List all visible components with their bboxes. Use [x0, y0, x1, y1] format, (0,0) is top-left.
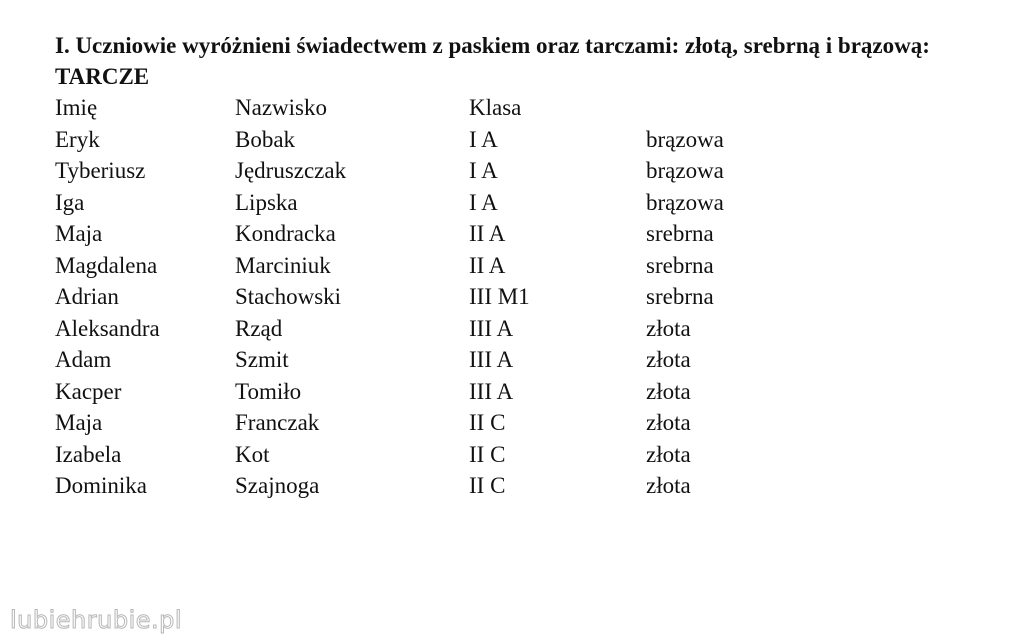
table-row — [55, 470, 846, 502]
first-name-cell: Kacper — [55, 378, 122, 404]
award-cell: brązowa — [646, 189, 724, 215]
award-cell: srebrna — [646, 284, 714, 309]
class-cell: II C — [469, 441, 506, 467]
table-row — [55, 407, 846, 439]
table-row — [55, 313, 846, 345]
table-row — [55, 250, 846, 282]
class-cell: III A — [469, 315, 514, 341]
table-row — [55, 155, 846, 187]
section-title: TARCZE — [55, 64, 150, 89]
first-name-cell: Maja — [55, 410, 103, 435]
last-name-cell: Szmit — [235, 347, 289, 372]
last-name-cell: Marciniuk — [235, 252, 331, 278]
first-name-cell: Aleksandra — [55, 315, 160, 341]
table-header-row — [55, 92, 846, 124]
first-name-cell: Eryk — [55, 126, 100, 152]
last-name-cell: Lipska — [235, 189, 298, 215]
award-cell: srebrna — [646, 221, 714, 246]
column-header-last-name: Nazwisko — [235, 95, 327, 120]
last-name-cell: Bobak — [235, 126, 296, 152]
class-cell: I A — [469, 189, 498, 215]
table-row — [55, 344, 846, 376]
table-row — [55, 281, 846, 313]
column-header-first-name: Imię — [55, 95, 98, 120]
class-cell: III M1 — [469, 284, 530, 309]
first-name-cell: Dominika — [55, 473, 147, 498]
first-name-cell: Magdalena — [55, 252, 158, 278]
award-cell: złota — [646, 347, 691, 372]
award-cell: srebrna — [646, 252, 714, 278]
first-name-cell: Izabela — [55, 441, 122, 467]
class-cell: II C — [469, 410, 506, 435]
first-name-cell: Tyberiusz — [55, 158, 146, 183]
table-body — [55, 124, 846, 502]
last-name-cell: Kondracka — [235, 221, 336, 246]
award-cell: złota — [646, 378, 691, 404]
document-heading: I. Uczniowie wyróżnieni świadectwem z paskiem oraz tarczami: złotą, srebrną i brązową: — [55, 33, 930, 58]
class-cell: II A — [469, 252, 506, 278]
table-row — [55, 439, 846, 471]
first-name-cell: Adam — [55, 347, 112, 372]
column-header-award — [646, 92, 846, 124]
class-cell: I A — [469, 158, 498, 183]
award-cell: brązowa — [646, 158, 724, 183]
class-cell: III A — [469, 378, 514, 404]
awards-table — [55, 92, 846, 502]
last-name-cell: Franczak — [235, 410, 320, 435]
class-cell: III A — [469, 347, 514, 372]
table-row — [55, 124, 846, 156]
class-cell: II C — [469, 473, 506, 498]
last-name-cell: Tomiło — [235, 378, 302, 404]
class-cell: I A — [469, 126, 498, 152]
award-cell: złota — [646, 315, 691, 341]
first-name-cell: Maja — [55, 221, 103, 246]
award-cell: brązowa — [646, 126, 724, 152]
last-name-cell: Szajnoga — [235, 473, 320, 498]
document — [55, 30, 995, 502]
award-cell: złota — [646, 473, 691, 498]
table-row — [55, 187, 846, 219]
class-cell: II A — [469, 221, 506, 246]
last-name-cell: Kot — [235, 441, 270, 467]
table-row — [55, 376, 846, 408]
last-name-cell: Rząd — [235, 315, 283, 341]
watermark-logo: lubiehrubie.pl — [10, 606, 183, 634]
first-name-cell: Iga — [55, 189, 85, 215]
first-name-cell: Adrian — [55, 284, 119, 309]
table-row — [55, 218, 846, 250]
last-name-cell: Stachowski — [235, 284, 342, 309]
column-header-class: Klasa — [469, 95, 522, 120]
award-cell: złota — [646, 410, 691, 435]
award-cell: złota — [646, 441, 691, 467]
last-name-cell: Jędruszczak — [235, 158, 347, 183]
